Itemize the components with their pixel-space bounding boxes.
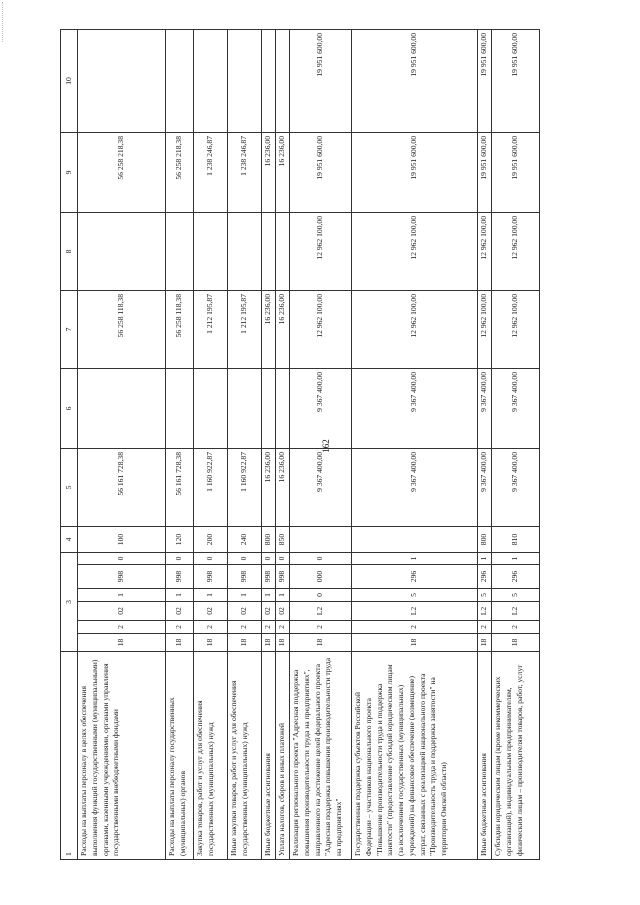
cell-value-5: 9 367 400,00 <box>352 448 478 526</box>
cell-expense-type: 850 <box>276 526 290 552</box>
cell-code-2: 2 <box>194 621 228 634</box>
cell-code-5: 998 <box>276 565 290 589</box>
cell-code-3: L2 <box>492 602 540 621</box>
cell-expense-type: 200 <box>194 526 228 552</box>
cell-code-6: 0 <box>78 552 166 564</box>
cell-code-2: 2 <box>290 621 352 634</box>
cell-value-7: 12 962 100,00 <box>478 290 492 368</box>
cell-value-5: 16 236,00 <box>262 448 276 526</box>
table-row <box>352 29 478 859</box>
header-row <box>61 29 78 859</box>
table-row <box>290 29 352 859</box>
cell-value-8: 12 962 100,00 <box>352 212 478 290</box>
cell-value-10 <box>228 29 262 132</box>
cell-code-5: 296 <box>492 565 540 589</box>
cell-name: Государственная поддержка субъектов Российской Федерации – участников национального проекта "Повышение производительности труда и поддержка занятости" (предоставление субсидий юридическим лицам (за исключением государственных (муниципальных) учреждений) на финансовое обеспечение (возмещение) затрат, связанных с реализацией национального проекта "Производительность труда и поддержка занятости" на территории Омской области) <box>352 652 478 860</box>
cell-value-10: 19 951 600,00 <box>352 29 478 132</box>
cell-code-6: 0 <box>262 552 276 564</box>
table-row <box>166 29 194 859</box>
cell-value-6: 9 367 400,00 <box>352 368 478 448</box>
corner-mark <box>2 2 23 42</box>
cell-value-8 <box>262 212 276 290</box>
header-col-9: 9 <box>61 132 78 212</box>
cell-code-5: 000 <box>290 565 352 589</box>
cell-name: Субсидии юридическим лицам (кроме некоммерческих организаций), индивидуальным предпринимателям, физическим лицам – производителям товаров, работ, услуг <box>492 652 540 860</box>
cell-value-10: 19 951 600,00 <box>492 29 540 132</box>
cell-value-10 <box>276 29 290 132</box>
cell-name: Уплата налогов, сборов и иных платежей <box>276 652 290 860</box>
cell-code-3: 02 <box>78 602 166 621</box>
table-row <box>492 29 540 859</box>
cell-code-6: 0 <box>228 552 262 564</box>
header-col-10: 10 <box>61 29 78 132</box>
cell-code-1: 18 <box>262 634 276 652</box>
cell-code-5: 998 <box>194 565 228 589</box>
cell-code-6: 1 <box>352 552 478 564</box>
cell-code-2: 2 <box>352 621 478 634</box>
cell-value-9: 56 258 218,38 <box>166 132 194 212</box>
cell-expense-type <box>352 526 478 552</box>
cell-code-6: 0 <box>290 552 352 564</box>
cell-code-5: 296 <box>352 565 478 589</box>
cell-value-7: 12 962 100,00 <box>492 290 540 368</box>
cell-code-1: 18 <box>492 634 540 652</box>
cell-value-6 <box>228 368 262 448</box>
table-row <box>228 29 262 859</box>
cell-code-1: 18 <box>166 634 194 652</box>
cell-code-3: 02 <box>262 602 276 621</box>
cell-value-6: 9 367 400,00 <box>492 368 540 448</box>
header-col-6: 6 <box>61 368 78 448</box>
cell-value-10 <box>78 29 166 132</box>
header-col-3: 3 <box>61 552 78 651</box>
cell-code-2: 2 <box>262 621 276 634</box>
cell-code-1: 18 <box>228 634 262 652</box>
cell-code-4: 5 <box>478 589 492 602</box>
cell-code-3: L2 <box>352 602 478 621</box>
cell-name: Иные закупки товаров, работ и услуг для обеспечения государственных (муниципальных) нужд <box>228 652 262 860</box>
cell-name: Расходы на выплаты персоналу в целях обеспечения выполнения функций государственными (муниципальными) органами, казенными учреждениями, органами управления государственными внебюджетными фондами <box>78 652 166 860</box>
cell-value-8 <box>194 212 228 290</box>
cell-code-3: 02 <box>166 602 194 621</box>
header-col-4: 4 <box>61 526 78 552</box>
cell-value-9: 56 258 218,38 <box>78 132 166 212</box>
cell-code-4: 1 <box>262 589 276 602</box>
cell-expense-type: 240 <box>228 526 262 552</box>
cell-value-10 <box>262 29 276 132</box>
cell-code-1: 18 <box>194 634 228 652</box>
cell-code-2: 2 <box>492 621 540 634</box>
cell-code-4: 1 <box>276 589 290 602</box>
header-col-7: 7 <box>61 290 78 368</box>
cell-value-9: 19 951 600,00 <box>290 132 352 212</box>
cell-name: Закупка товаров, работ и услуг для обеспечения государственных (муниципальных) нужд <box>194 652 228 860</box>
cell-code-4: 0 <box>290 589 352 602</box>
table-row <box>194 29 228 859</box>
cell-value-5: 56 161 728,38 <box>166 448 194 526</box>
table-row <box>478 29 492 859</box>
cell-value-10: 19 951 600,00 <box>478 29 492 132</box>
cell-code-3: L2 <box>290 602 352 621</box>
budget-table <box>60 29 540 860</box>
cell-value-9: 1 238 246,87 <box>228 132 262 212</box>
cell-value-8 <box>228 212 262 290</box>
cell-code-4: 1 <box>166 589 194 602</box>
cell-code-4: 5 <box>492 589 540 602</box>
cell-code-5: 296 <box>478 565 492 589</box>
cell-code-2: 2 <box>166 621 194 634</box>
cell-expense-type: 800 <box>478 526 492 552</box>
cell-value-10 <box>166 29 194 132</box>
cell-value-6 <box>166 368 194 448</box>
cell-value-6 <box>262 368 276 448</box>
cell-value-7: 12 962 100,00 <box>352 290 478 368</box>
cell-value-6: 9 367 400,00 <box>478 368 492 448</box>
cell-expense-type: 120 <box>166 526 194 552</box>
page-number: 162 <box>321 439 331 453</box>
cell-code-2: 2 <box>78 621 166 634</box>
cell-code-2: 2 <box>276 621 290 634</box>
cell-code-4: 5 <box>352 589 478 602</box>
cell-code-1: 18 <box>276 634 290 652</box>
cell-code-4: 1 <box>78 589 166 602</box>
cell-value-7: 56 258 118,38 <box>166 290 194 368</box>
cell-value-9: 19 951 600,00 <box>492 132 540 212</box>
cell-value-7: 16 236,00 <box>276 290 290 368</box>
cell-value-8: 12 962 100,00 <box>478 212 492 290</box>
cell-code-2: 2 <box>478 621 492 634</box>
cell-expense-type <box>290 526 352 552</box>
header-col-1: 1 <box>61 652 78 860</box>
cell-value-9: 19 951 600,00 <box>478 132 492 212</box>
cell-code-3: 02 <box>194 602 228 621</box>
cell-name: Иные бюджетные ассигнования <box>478 652 492 860</box>
cell-expense-type: 810 <box>492 526 540 552</box>
table-row <box>276 29 290 859</box>
cell-value-10 <box>194 29 228 132</box>
cell-code-5: 998 <box>78 565 166 589</box>
cell-value-6 <box>276 368 290 448</box>
cell-code-3: 02 <box>276 602 290 621</box>
cell-value-5: 9 367 400,00 <box>290 448 352 526</box>
cell-value-5: 9 367 400,00 <box>478 448 492 526</box>
cell-code-3: L2 <box>478 602 492 621</box>
cell-name: Реализация регионального проекта "Адресная поддержка повышения производительности труда на предприятиях", направленного на достижение целей федерального проекта "Адресная поддержка повышения производительности труда на предприятиях" <box>290 652 352 860</box>
cell-name: Иные бюджетные ассигнования <box>262 652 276 860</box>
cell-code-1: 18 <box>78 634 166 652</box>
cell-value-5: 1 160 922,87 <box>228 448 262 526</box>
cell-value-10: 19 951 600,00 <box>290 29 352 132</box>
cell-value-7: 16 236,00 <box>262 290 276 368</box>
cell-value-8 <box>166 212 194 290</box>
cell-value-5: 56 161 728,38 <box>78 448 166 526</box>
cell-code-1: 18 <box>478 634 492 652</box>
table-row <box>78 29 166 859</box>
cell-value-6: 9 367 400,00 <box>290 368 352 448</box>
cell-value-6 <box>194 368 228 448</box>
cell-value-9: 1 238 246,87 <box>194 132 228 212</box>
cell-value-9: 19 951 600,00 <box>352 132 478 212</box>
cell-expense-type: 800 <box>262 526 276 552</box>
cell-value-7: 1 212 195,87 <box>194 290 228 368</box>
cell-code-5: 998 <box>228 565 262 589</box>
cell-code-1: 18 <box>352 634 478 652</box>
rotated-page <box>60 30 595 860</box>
cell-code-4: 1 <box>194 589 228 602</box>
cell-code-3: 02 <box>228 602 262 621</box>
cell-code-6: 1 <box>492 552 540 564</box>
cell-value-5: 1 160 922,87 <box>194 448 228 526</box>
cell-value-8 <box>276 212 290 290</box>
cell-value-7: 12 962 100,00 <box>290 290 352 368</box>
cell-code-5: 998 <box>166 565 194 589</box>
cell-code-5: 998 <box>262 565 276 589</box>
cell-value-8: 12 962 100,00 <box>492 212 540 290</box>
header-col-8: 8 <box>61 212 78 290</box>
cell-value-5: 16 236,00 <box>276 448 290 526</box>
cell-code-6: 1 <box>478 552 492 564</box>
cell-code-1: 18 <box>290 634 352 652</box>
cell-value-9: 16 236,00 <box>276 132 290 212</box>
cell-value-5: 9 367 400,00 <box>492 448 540 526</box>
cell-code-6: 0 <box>276 552 290 564</box>
header-col-5: 5 <box>61 448 78 526</box>
cell-code-2: 2 <box>228 621 262 634</box>
cell-value-8: 12 962 100,00 <box>290 212 352 290</box>
cell-code-6: 0 <box>194 552 228 564</box>
cell-value-8 <box>78 212 166 290</box>
table-row <box>262 29 276 859</box>
cell-value-7: 56 258 118,38 <box>78 290 166 368</box>
cell-name: Расходы на выплаты персоналу государственных (муниципальных) органов <box>166 652 194 860</box>
cell-expense-type: 100 <box>78 526 166 552</box>
cell-value-9: 16 236,00 <box>262 132 276 212</box>
cell-code-6: 0 <box>166 552 194 564</box>
cell-value-6 <box>78 368 166 448</box>
cell-value-7: 1 212 195,87 <box>228 290 262 368</box>
cell-code-4: 1 <box>228 589 262 602</box>
